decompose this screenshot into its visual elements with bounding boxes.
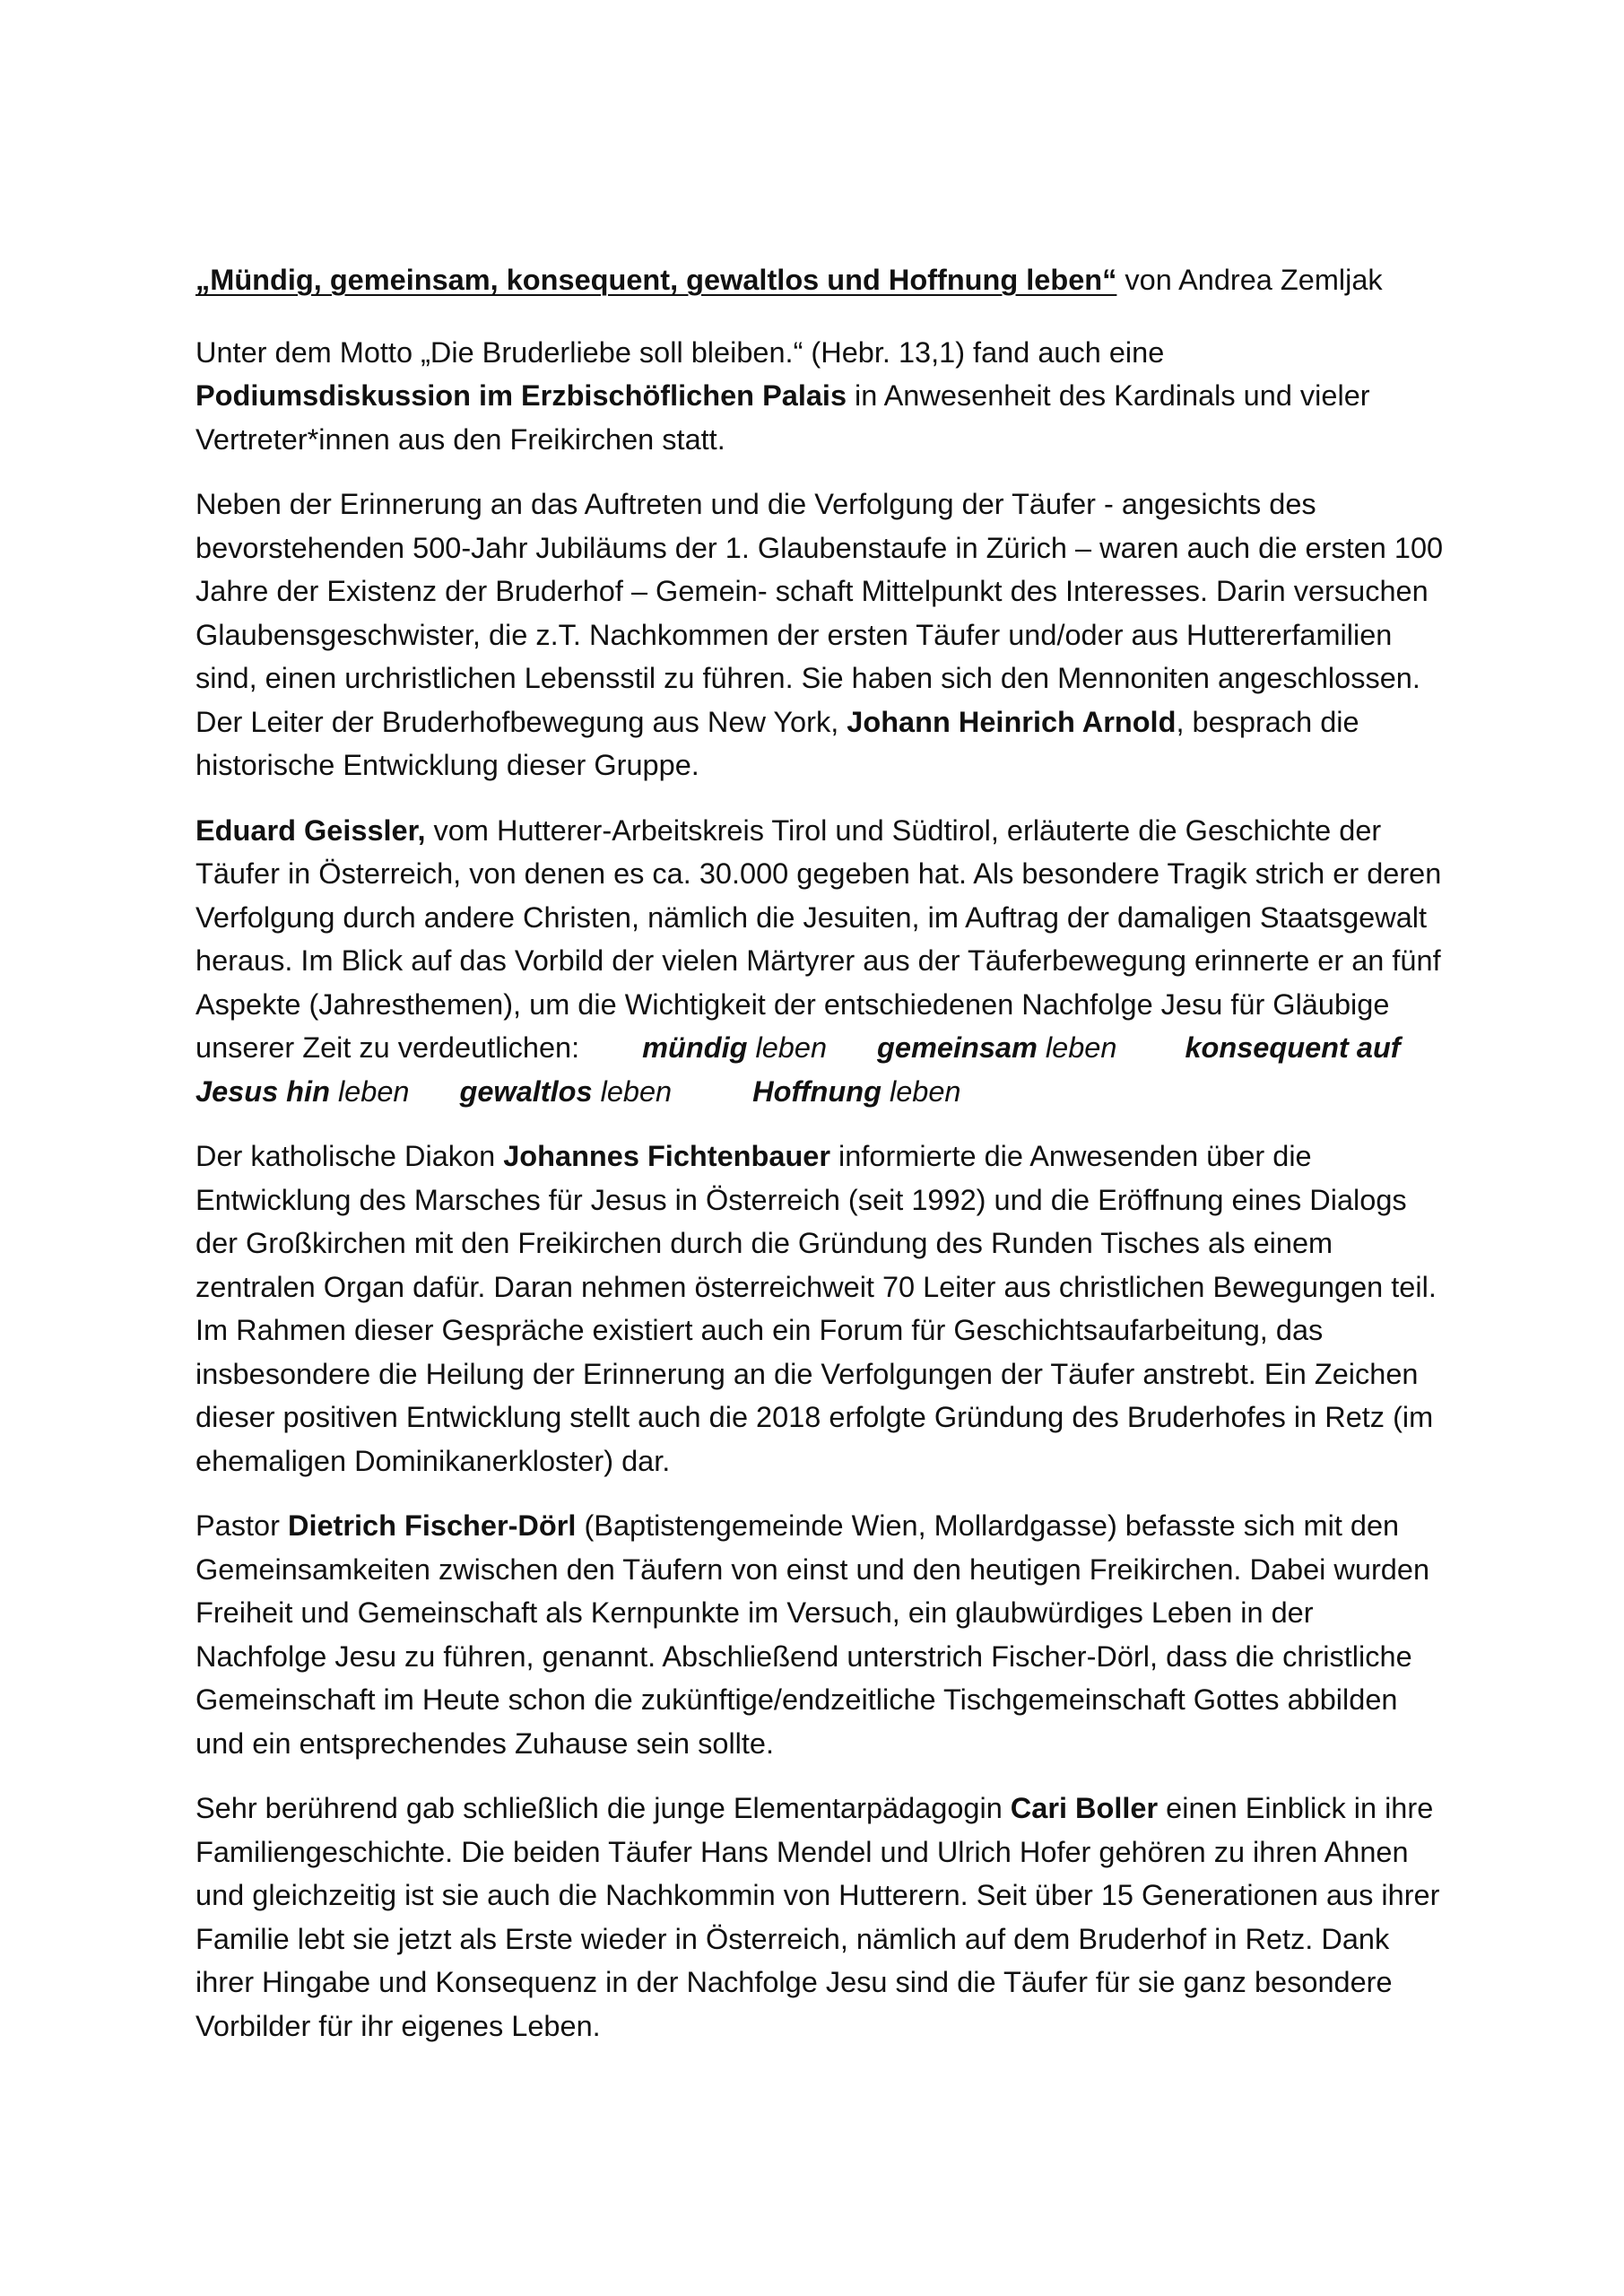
paragraph-2-text-a: Neben der Erinnerung an das Auftreten und die Verfolgung der Täufer - angesichts des bevorstehenden 500-Jahr Jubiläums der 1. Glaubenstaufe in Zürich – waren auch die ersten 100 Jahre der Existenz der Bruderhof – Gemein- schaft Mittelpunkt des Interesses. Darin versuchen Glaubensgeschwister, die z.T. Nachkommen der ersten Täufer und/oder aus Huttererfamilien sind, einen urchristlichen Lebensstil zu führen. Sie haben sich den Mennoniten angeschlossen. Der Leiter der Bruderhofbewegung aus New York,	[195, 488, 1444, 738]
aspect-5-rest: leben	[881, 1074, 961, 1108]
aspect-5	[752, 1075, 960, 1108]
paragraph-5	[195, 1504, 1446, 1765]
paragraph-5-text-a: Pastor	[195, 1509, 288, 1542]
paragraph-1-text-a: Unter dem Motto „Die Bruderliebe soll bleiben.“ (Hebr. 13,1) fand auch eine	[195, 335, 1165, 369]
aspect-5-bold: Hoffnung	[752, 1074, 881, 1108]
paragraph-1	[195, 331, 1446, 462]
aspect-1	[642, 1031, 827, 1064]
paragraph-2-text-c: , besprach die historische Entwicklung dieser Gruppe.	[195, 705, 1359, 781]
paragraph-6-bold: Cari Boller	[1010, 1792, 1159, 1824]
paragraph-5-text-c: (Baptistengemeinde Wien, Mollardgasse) befasste sich mit den Gemeinsamkeiten zwischen den Täufern von einst und den heutigen Freikirchen. Dabei wurden Freiheit und Gemeinschaft als Kernpunkte im Versuch, ein glaubwürdiges Leben in der Nachfolge Jesu zu führen, genannt. Abschließend unterstrich Fischer-Dörl, dass die christliche Gemeinschaft im Heute schon die zukünftige/endzeitliche Tischgemeinschaft Gottes abbilden und ein entsprechendes Zuhause sein sollte.	[195, 1509, 1430, 1760]
paragraph-2-bold: Johann Heinrich Arnold	[847, 705, 1177, 738]
aspect-2-bold: gemeinsam	[877, 1031, 1038, 1064]
article-body	[195, 258, 1446, 2069]
aspect-1-rest: leben	[747, 1031, 828, 1064]
aspect-4-rest: leben	[592, 1074, 673, 1108]
paragraph-2	[195, 483, 1446, 787]
paragraph-3	[195, 809, 1446, 1114]
paragraph-4-text-a: Der katholische Diakon	[195, 1140, 504, 1172]
aspect-3-bold: konsequent auf Jesus hin	[195, 1031, 1401, 1108]
aspect-3-rest: leben	[329, 1074, 410, 1108]
paragraph-1-bold: Podiumsdiskussion im Erzbischöflichen Palais	[195, 379, 847, 412]
aspect-4	[459, 1075, 672, 1108]
paragraph-4-bold: Johannes Fichtenbauer	[503, 1140, 831, 1172]
paragraph-6	[195, 1787, 1446, 2048]
article-title: „Mündig, gemeinsam, konsequent, gewaltlos und Hoffnung leben“	[195, 264, 1117, 296]
paragraph-4-text-c: informierte die Anwesenden über die Entwicklung des Marsches für Jesus in Österreich (seit 1992) und die Eröffnung eines Dialogs der Großkirchen mit den Freikirchen durch die Gründung des Runden Tisches als einem zentralen Organ dafür. Daran nehmen österreichweit 70 Leiter aus christlichen Bewegungen teil. Im Rahmen dieser Gespräche existiert auch ein Forum für Geschichtsaufarbeitung, das insbesondere die Heilung der Erinnerung an die Verfolgungen der Täufer anstrebt. Ein Zeichen dieser positiven Entwicklung stellt auch die 2018 erfolgte Gründung des Bruderhofes in Retz (im ehemaligen Dominikanerkloster) dar.	[195, 1140, 1437, 1477]
paragraph-6-text-c: einen Einblick in ihre Familiengeschichte. Die beiden Täufer Hans Mendel und Ulrich Hofer gehören zu ihren Ahnen und gleichzeitig ist sie auch die Nachkommin von Hutterern. Seit über 15 Generationen aus ihrer Familie lebt sie jetzt als Erste wieder in Österreich, nämlich auf dem Bruderhof in Retz. Dank ihrer Hingabe und Konsequenz in der Nachfolge Jesu sind die Täufer für sie ganz besondere Vorbilder für ihr eigenes Leben.	[195, 1792, 1440, 2042]
article-byline: von Andrea Zemljak	[1116, 264, 1383, 296]
paragraph-3-text: vom Hutterer-Arbeitskreis Tirol und Südtirol, erläuterte die Geschichte der Täufer in Österreich, von denen es ca. 30.000 gegeben hat. Als besondere Tragik strich er deren Verfolgung durch andere Christen, nämlich die Jesuiten, im Auftrag der damaligen Staatsgewalt heraus. Im Blick auf das Vorbild der vielen Märtyrer aus der Täuferbewegung erinnerte er an fünf Aspekte (Jahresthemen), um die Wichtigkeit der entschiedenen Nachfolge Jesu für Gläubige unserer Zeit zu verdeutlichen:	[195, 813, 1442, 1064]
aspect-2	[877, 1031, 1116, 1064]
paragraph-4	[195, 1135, 1446, 1483]
title-line	[195, 258, 1446, 302]
paragraph-6-text-a: Sehr berührend gab schließlich die junge Elementarpädagogin	[195, 1792, 1011, 1824]
aspect-4-bold: gewaltlos	[459, 1074, 593, 1108]
paragraph-3-bold: Eduard Geissler,	[195, 813, 426, 847]
paragraph-5-bold: Dietrich Fischer-Dörl	[287, 1509, 577, 1542]
aspect-1-bold: mündig	[642, 1031, 748, 1064]
paragraph-1-text-c: in Anwesenheit des Kardinals und vieler Vertreter*innen aus den Freikirchen statt.	[195, 379, 1370, 456]
aspect-2-rest: leben	[1037, 1031, 1117, 1064]
